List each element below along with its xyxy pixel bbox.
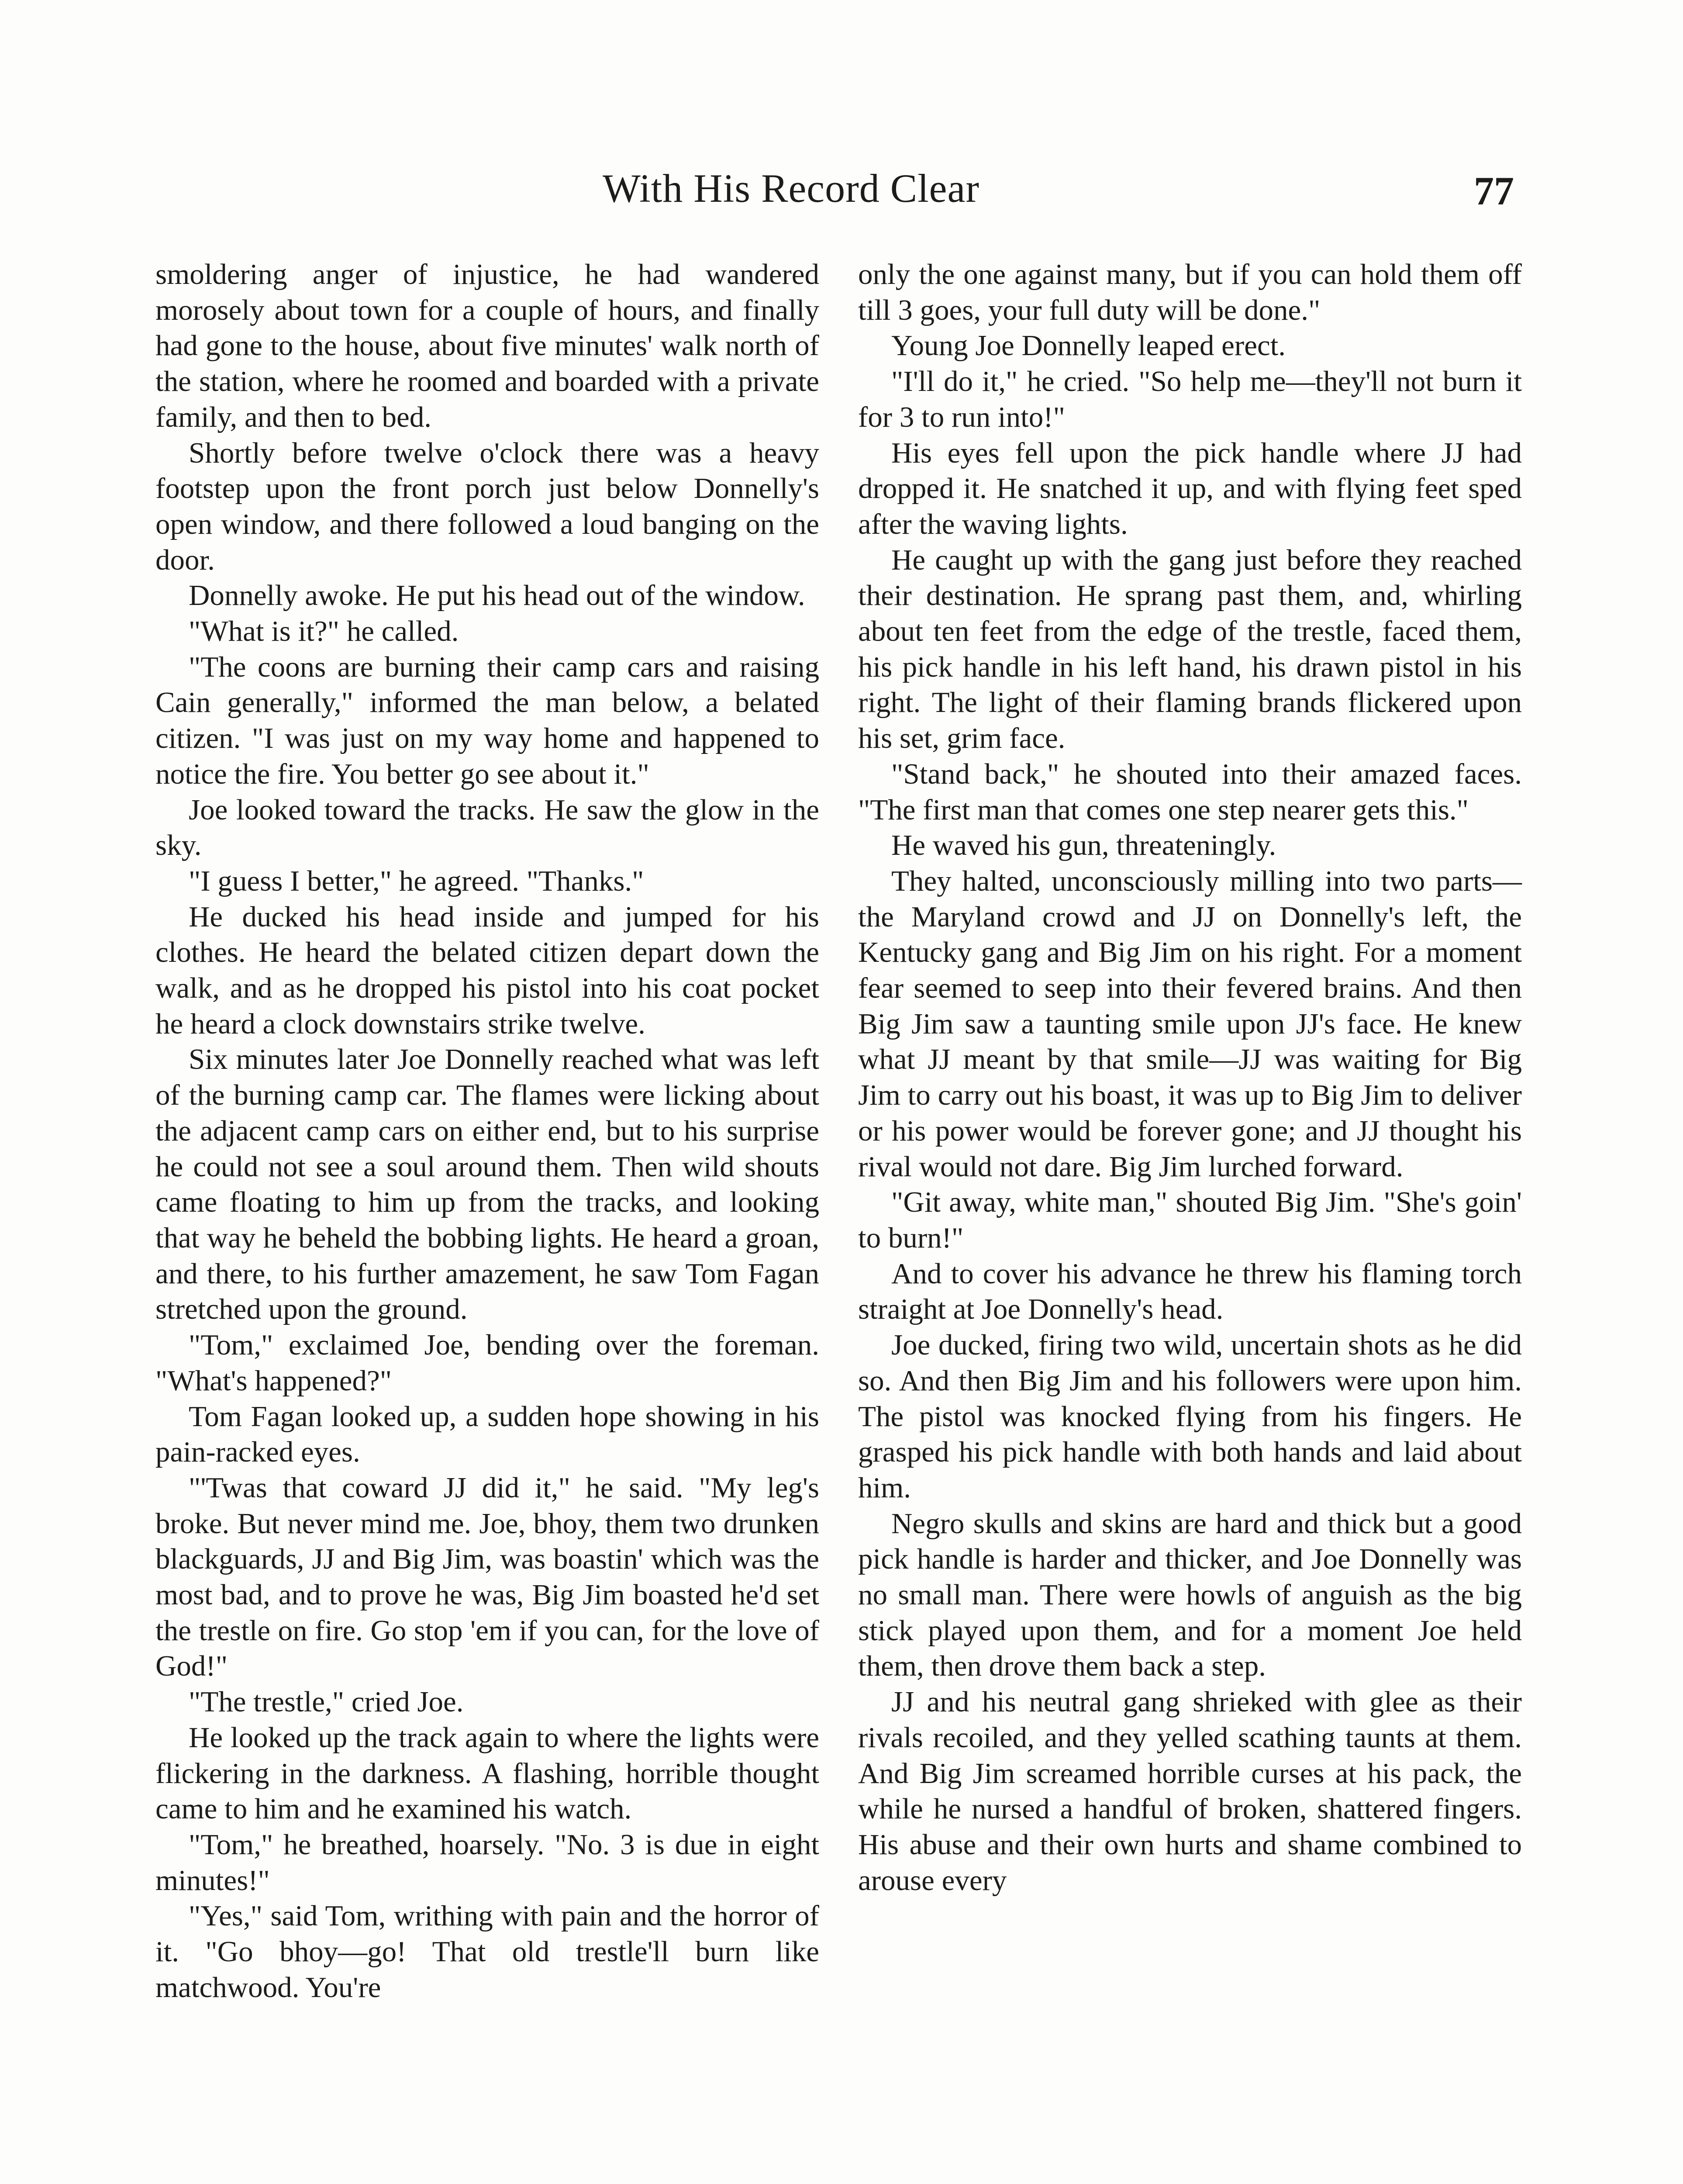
paragraph: Joe ducked, firing two wild, uncertain shots as he did so. And then Big Jim and his followers were upon him. The pistol was knocked flying from his fingers. He grasped his pick handle with both hands and laid about him. xyxy=(858,1329,1522,1504)
paragraph: "Stand back," he shouted into their amazed faces. "The first man that comes one step nearer gets this." xyxy=(858,757,1522,826)
paragraph: And to cover his advance he threw his flaming torch straight at Joe Donnelly's head. xyxy=(858,1257,1522,1326)
paragraph: They halted, unconsciously milling into two parts—the Maryland crowd and JJ on Donnelly's left, the Kentucky gang and Big Jim on his right. For a moment fear seemed to seep into their fevered brains. And then Big Jim saw a taunting smile upon JJ's face. He knew what JJ meant by that smile—JJ was waiting for Big Jim to carry out his boast, it was up to Big Jim to deliver or his power would be forever gone; and JJ thought his rival would not dare. Big Jim lurched forward. xyxy=(858,864,1522,1183)
paragraph: Negro skulls and skins are hard and thick but a good pick handle is harder and thicker, and Joe Donnelly was no small man. There were howls of anguish as the big stick played upon them, and for a moment Joe held them, then drove them back a step. xyxy=(858,1507,1522,1683)
paragraph: Shortly before twelve o'clock there was a heavy footstep upon the front porch just below Donnelly's open window, and there followed a loud banging on the door. xyxy=(155,436,819,576)
paragraph: He looked up the track again to where the lights were flickering in the darkness. A flashing, horrible thought came to him and he examined his watch. xyxy=(155,1721,819,1825)
paragraph: "I guess I better," he agreed. "Thanks." xyxy=(189,864,644,897)
page-number: 77 xyxy=(1474,169,1514,213)
right-column xyxy=(858,257,1522,1898)
paragraph: JJ and his neutral gang shrieked with glee as their rivals recoiled, and they yelled scathing taunts at them. And Big Jim screamed horrible curses at his pack, the while he nursed a handful of broken, shattered fingers. His abuse and their own hurts and shame combined to arouse every xyxy=(858,1686,1522,1897)
paragraph: smoldering anger of injustice, he had wandered morosely about town for a couple of hours, and finally had gone to the house, about five minutes' walk north of the station, where he roomed and boarded with a private family, and then to bed. xyxy=(155,258,819,433)
paragraph: "Tom," exclaimed Joe, bending over the foreman. "What's happened?" xyxy=(155,1329,819,1397)
page-header xyxy=(0,165,1683,218)
paragraph: "Yes," said Tom, writhing with pain and the horror of it. "Go bhoy—go! That old trestle'll burn like matchwood. You're xyxy=(155,1900,819,2004)
running-title: With His Record Clear xyxy=(603,166,979,211)
paragraph: He caught up with the gang just before they reached their destination. He sprang past them, and, whirling about ten feet from the edge of the trestle, faced them, his pick handle in his left hand, his drawn pistol in his right. The light of their flaming brands flickered upon his set, grim face. xyxy=(858,543,1522,755)
paragraph: Tom Fagan looked up, a sudden hope showing in his pain-racked eyes. xyxy=(155,1400,819,1469)
paragraph: "What is it?" he called. xyxy=(189,615,459,648)
paragraph: "Tom," he breathed, hoarsely. "No. 3 is due in eight minutes!" xyxy=(155,1828,819,1897)
paragraph: "The trestle," cried Joe. xyxy=(189,1686,464,1718)
paragraph: "Git away, white man," shouted Big Jim. "She's goin' to burn!" xyxy=(858,1186,1522,1254)
paragraph: "'Twas that coward JJ did it," he said. "My leg's broke. But never mind me. Joe, bhoy, them two drunken blackguards, JJ and Big Jim, was boastin' which was the most bad, and to prove he was, Big Jim boasted he'd set the trestle on fire. Go stop 'em if you can, for the love of God!" xyxy=(155,1471,819,1683)
paragraph: only the one against many, but if you can hold them off till 3 goes, your full duty will be done." xyxy=(858,258,1522,326)
left-column xyxy=(155,257,819,2005)
paragraph: Joe looked toward the tracks. He saw the glow in the sky. xyxy=(155,793,819,862)
paragraph: Six minutes later Joe Donnelly reached what was left of the burning camp car. The flames were licking about the adjacent camp cars on either end, but to his surprise he could not see a soul around them. Then wild shouts came floating to him up from the tracks, and looking that way he beheld the bobbing lights. He heard a groan, and there, to his further amazement, he saw Tom Fagan stretched upon the ground. xyxy=(155,1043,819,1326)
paragraph: Young Joe Donnelly leaped erect. xyxy=(891,329,1286,362)
paragraph: "I'll do it," he cried. "So help me—they'll not burn it for 3 to run into!" xyxy=(858,365,1522,433)
paragraph: "The coons are burning their camp cars and raising Cain generally," informed the man below, a belated citizen. "I was just on my way home and happened to notice the fire. You better go see about it." xyxy=(155,650,819,790)
paragraph: He ducked his head inside and jumped for his clothes. He heard the belated citizen depart down the walk, and as he dropped his pistol into his coat pocket he heard a clock downstairs strike twelve. xyxy=(155,900,819,1040)
paragraph: His eyes fell upon the pick handle where JJ had dropped it. He snatched it up, and with flying feet sped after the waving lights. xyxy=(858,436,1522,540)
paragraph: Donnelly awoke. He put his head out of the window. xyxy=(189,579,805,612)
paragraph: He waved his gun, threateningly. xyxy=(891,829,1276,862)
